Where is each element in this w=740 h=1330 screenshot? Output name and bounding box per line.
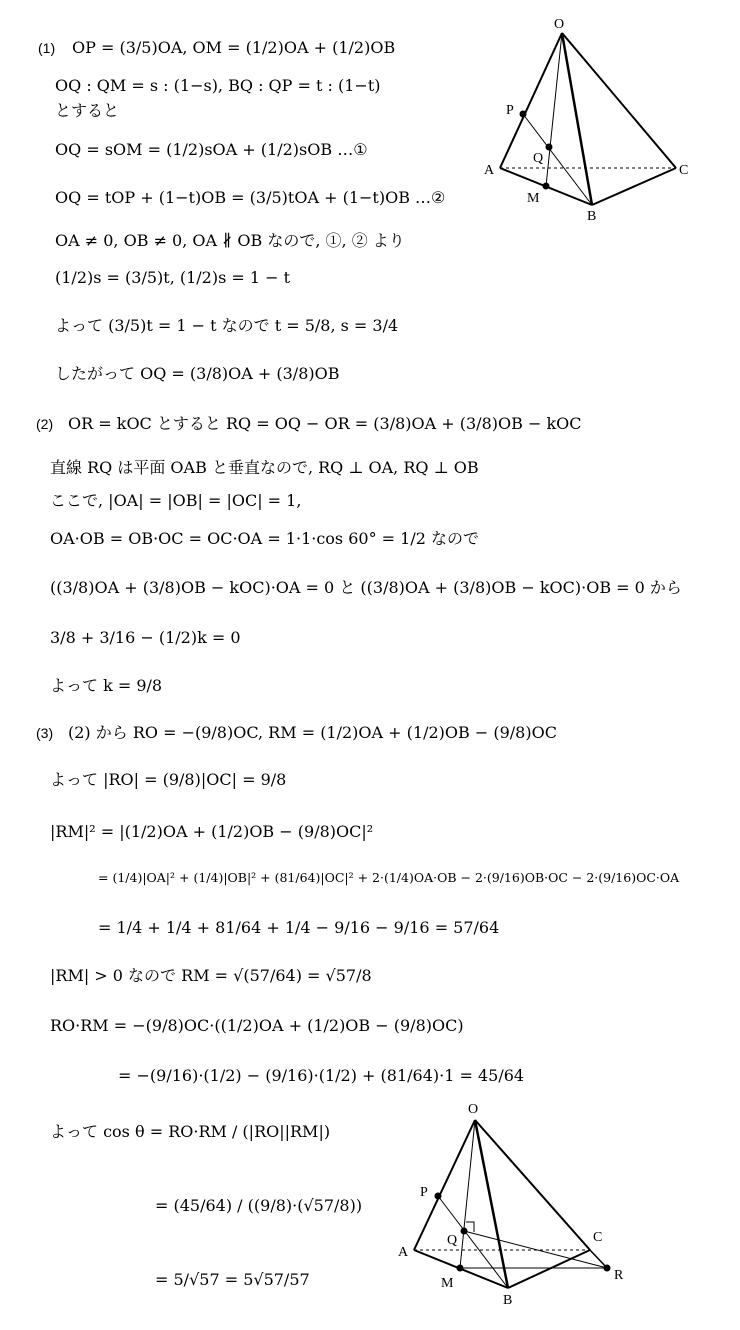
point-m (543, 183, 549, 189)
part3-label: (3) (36, 725, 54, 741)
part3-line-8: = −(9/16)·(1/2) − (9/16)·(1/2) + (81/64)·1 = 45/64 (118, 1066, 525, 1085)
part1-line-4: OQ = sOM = (1/2)sOA + (1/2)sOB …① (55, 140, 368, 159)
edge2-o-b (475, 1120, 508, 1288)
part2-label: (2) (36, 416, 54, 432)
label-m-1: M (527, 191, 540, 206)
edge-o-b (562, 33, 592, 205)
part3-line-5: = 1/4 + 1/4 + 81/64 + 1/4 − 9/16 − 9/16 = 57/64 (98, 918, 500, 937)
part2-line-6: 3/8 + 3/16 − (1/2)k = 0 (50, 628, 241, 647)
tetrahedron-figure-2 (414, 1120, 610, 1288)
part3-line-7: RO·RM = −(9/8)OC·((1/2)OA + (1/2)OB − (9/8)OC) (50, 1016, 464, 1035)
segment2-o-m (460, 1120, 475, 1268)
label-p-2: P (420, 1185, 428, 1200)
edge2-o-c (475, 1120, 590, 1250)
part2-line-5: ((3/8)OA + (3/8)OB − kOC)·OA = 0 と ((3/8)OA + (3/8)OB − kOC)·OB = 0 から (50, 578, 682, 597)
label-q-1: Q (533, 151, 544, 166)
part3-line-11: = 5/√57 = 5√57/57 (155, 1270, 310, 1289)
point2-m (457, 1265, 463, 1271)
part2-line-3: ここで, |OA| = |OB| = |OC| = 1, (50, 491, 302, 510)
point2-r (604, 1265, 610, 1271)
part1-label: (1) (38, 40, 56, 56)
part1-line-7: (1/2)s = (3/5)t, (1/2)s = 1 − t (55, 268, 291, 287)
point2-p (435, 1193, 441, 1199)
part1-line-2: OQ : QM = s : (1−s), BQ : QP = t : (1−t) (55, 76, 381, 95)
part1-line-3: とすると (55, 101, 120, 120)
part2-line-7: よって k = 9/8 (50, 676, 163, 695)
label-o-1: O (554, 17, 565, 32)
edge2-b-c (508, 1250, 590, 1288)
point-p (520, 111, 526, 117)
label-a-1: A (484, 163, 495, 178)
part3-line-4: = (1/4)|OA|² + (1/4)|OB|² + (81/64)|OC|² + 2·(1/4)OA·OB − 2·(9/16)OB·OC − 2·(9/16)OC·OA (98, 870, 680, 885)
part3-line-10: = (45/64) / ((9/8)·(√57/8)) (155, 1196, 363, 1215)
label-q-2: Q (447, 1233, 458, 1248)
label-b-2: B (503, 1293, 513, 1308)
part1-line-6: OA ≠ 0, OB ≠ 0, OA ∦ OB なので, ①, ② より (55, 231, 405, 250)
part3-line-6: |RM| > 0 なので RM = √(57/64) = √57/8 (50, 966, 372, 985)
label-m-2: M (441, 1276, 454, 1291)
figure-2-labels (398, 1102, 624, 1308)
label-p-1: P (506, 103, 514, 118)
part1-line-8: よって (3/5)t = 1 − t なので t = 5/8, s = 3/4 (55, 316, 399, 335)
edge-b-c (592, 168, 676, 205)
label-c-2: C (593, 1230, 603, 1245)
part3-line-3: |RM|² = |(1/2)OA + (1/2)OB − (9/8)OC|² (50, 822, 374, 841)
segment2-q-r (464, 1231, 607, 1268)
figure-1-labels (484, 17, 688, 224)
tetrahedron-figure-1 (500, 33, 676, 205)
label-b-1: B (587, 209, 597, 224)
label-c-1: C (679, 163, 689, 178)
point-q (546, 144, 552, 150)
part3-line-1: (2) から RO = −(9/8)OC, RM = (1/2)OA + (1/2)OB − (9/8)OC (68, 723, 557, 742)
part3-line-9: よって cos θ = RO·RM / (|RO||RM|) (50, 1122, 331, 1141)
part2-line-1: OR = kOC とすると RQ = OQ − OR = (3/8)OA + (3/8)OB − kOC (68, 414, 582, 433)
part1-line-1: OP = (3/5)OA, OM = (1/2)OA + (1/2)OB (72, 38, 396, 57)
label-o-2: O (468, 1102, 479, 1117)
edge-o-c (562, 33, 676, 168)
part3-line-2: よって |RO| = (9/8)|OC| = 9/8 (50, 770, 287, 789)
point2-q (461, 1228, 467, 1234)
part2-line-2: 直線 RQ は平面 OAB と垂直なので, RQ ⊥ OA, RQ ⊥ OB (50, 458, 479, 477)
edge-o-a (500, 33, 562, 168)
label-a-2: A (398, 1245, 409, 1260)
part2-line-4: OA·OB = OB·OC = OC·OA = 1·1·cos 60° = 1/2 なので (50, 529, 480, 548)
part1-line-9: したがって OQ = (3/8)OA + (3/8)OB (55, 364, 340, 383)
label-r-2: R (614, 1268, 624, 1283)
part1-line-5: OQ = tOP + (1−t)OB = (3/5)tOA + (1−t)OB …② (55, 188, 446, 207)
